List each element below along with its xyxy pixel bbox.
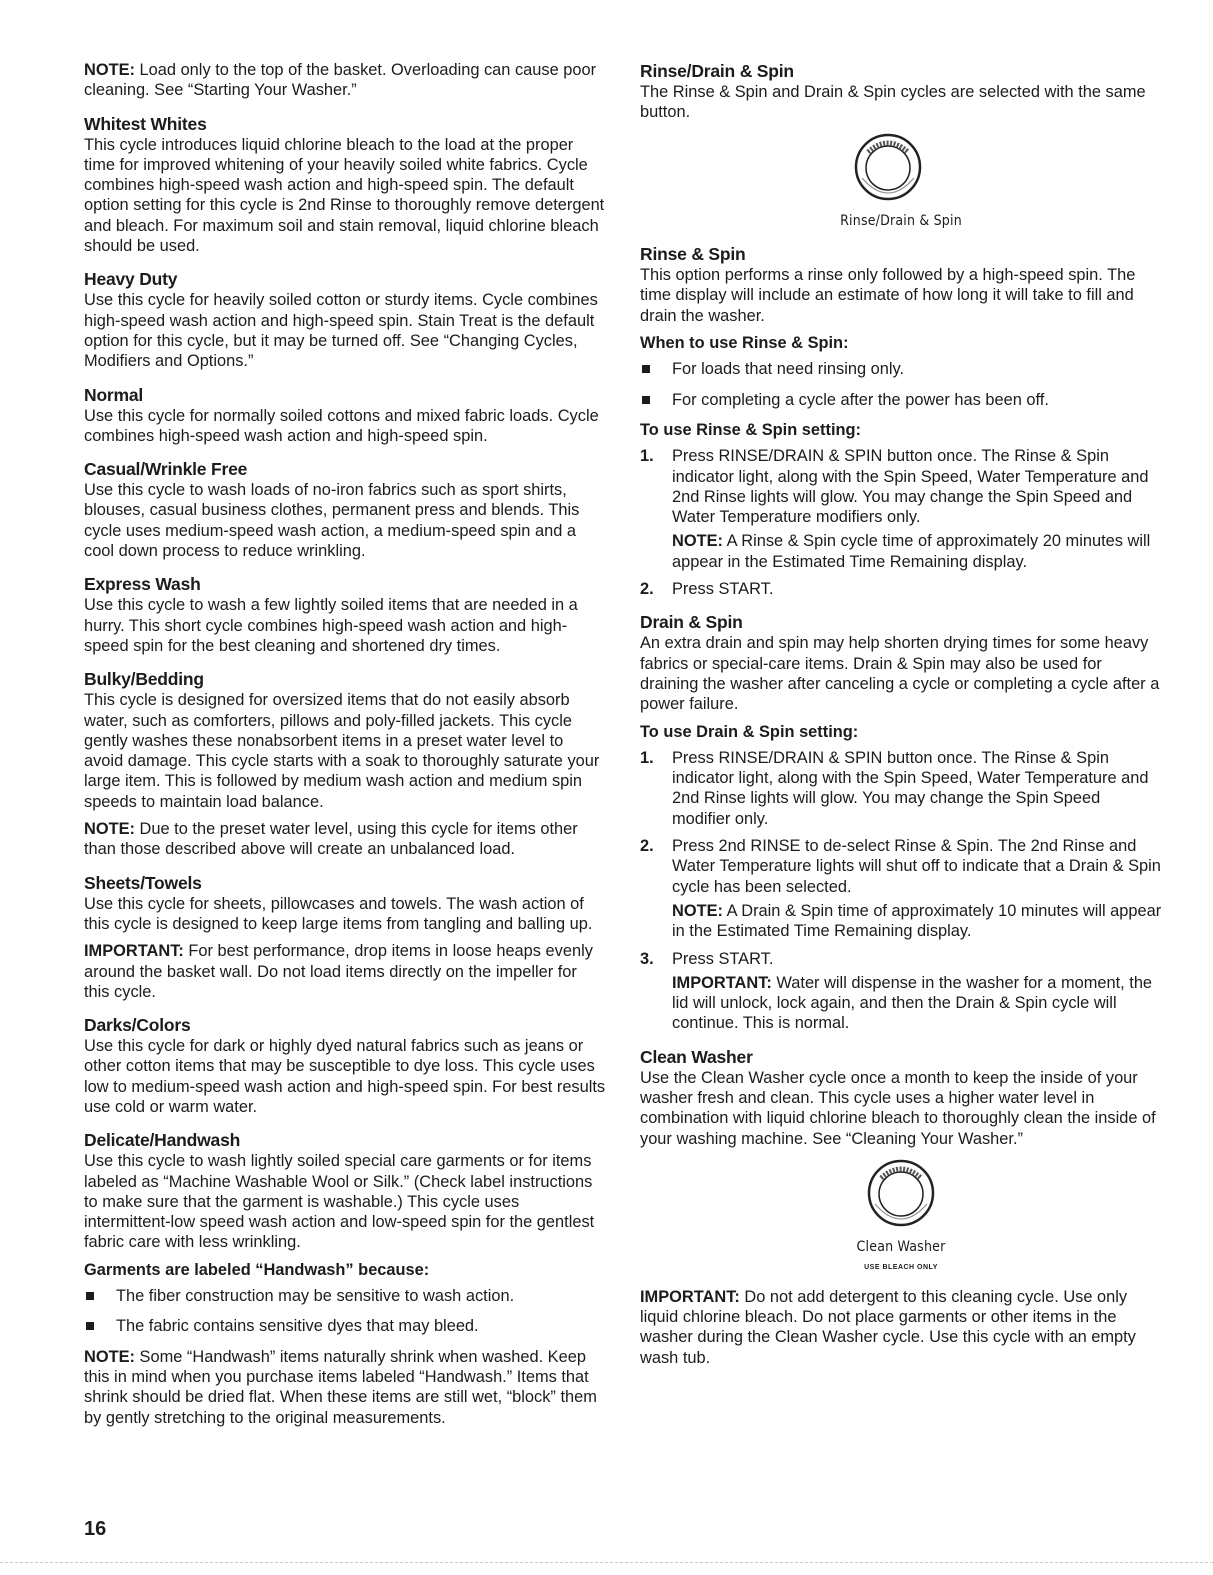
sheets-section — [84, 872, 606, 1002]
step-note-text: A Rinse & Spin cycle time of approximately 20 minutes will appear in the Estimated Time Remaining display. — [672, 532, 1151, 571]
sheets-heading: Sheets/Towels — [84, 872, 202, 893]
clean-washer-important — [640, 1287, 1162, 1368]
rinse-when-bullet-list — [640, 359, 1162, 410]
note-label: NOTE: — [672, 532, 723, 551]
list-item: For loads that need rinsing only. — [640, 359, 1162, 379]
step-text: Press START. — [672, 949, 774, 968]
express-wash-text: Use this cycle to wash a few lightly soiled items that are needed in a hurry. This short cycle combines high-speed wash action and high-speed spin for the best cleaning and shortened dry times. — [84, 596, 578, 655]
delicate-text: Use this cycle to wash lightly soiled special care garments or for items labeled as “Machine Washable Wool or Silk.” (Check label instructions to make sure that the garment is washable.) This cycle uses intermittent-low speed wash action and low-speed spin for the gentlest fabric care with less wrinkling. — [84, 1152, 595, 1252]
drain-spin-heading: Drain & Spin — [640, 612, 743, 633]
clean-washer-knob-icon — [861, 1156, 941, 1232]
delicate-section — [84, 1129, 606, 1428]
rinse-spin-section — [640, 243, 1162, 599]
garments-bullet-list — [84, 1286, 606, 1337]
intro-note-block — [84, 60, 606, 101]
note-label: NOTE: — [84, 1347, 135, 1366]
rinse-touse-subheading: To use Rinse & Spin setting: — [640, 420, 861, 439]
normal-heading: Normal — [84, 384, 144, 405]
drain-spin-text: An extra drain and spin may help shorten drying times for some heavy fabrics or special-care items. Drain & Spin may also be used for draining the washer after canceling a cycle or completing a cycle after a power failure. — [640, 634, 1160, 714]
step-number: 3. — [640, 949, 654, 968]
step-number: 2. — [640, 837, 654, 856]
clean-washer-important-text: Do not add detergent to this cleaning cycle. Use only liquid chlorine bleach. Do not place garments or other items in the washer during the Clean Washer cycle. Use this cycle with an empty wash tub. — [640, 1287, 1136, 1367]
rinse-spin-text: This option performs a rinse only followed by a high-speed spin. The time display will include an estimate of how long it will take to fill and drain the washer. — [640, 266, 1136, 325]
sheets-important — [84, 941, 606, 1002]
express-wash-heading: Express Wash — [84, 574, 201, 595]
rinse-drain-section — [640, 60, 1162, 231]
normal-section — [84, 384, 606, 447]
bulky-section — [84, 668, 606, 859]
list-item — [640, 748, 1162, 829]
sheets-important-text: For best performance, drop items in loose heaps evenly around the basket wall. Do not load items directly on the impeller for this cycle. — [84, 942, 593, 1001]
step-note — [672, 531, 1162, 572]
casual-heading: Casual/Wrinkle Free — [84, 459, 248, 480]
clean-washer-knob-sublabel: USE BLEACH ONLY — [864, 1264, 938, 1272]
bulky-note — [84, 819, 606, 860]
heavy-duty-section — [84, 268, 606, 371]
note-label: NOTE: — [84, 820, 135, 839]
casual-section — [84, 458, 606, 561]
rinse-spin-heading: Rinse & Spin — [640, 244, 746, 265]
list-item: For completing a cycle after the power has been off. — [640, 390, 1162, 410]
scan-edge-divider — [0, 1562, 1213, 1563]
drain-spin-section — [640, 611, 1162, 1033]
rinse-drain-heading: Rinse/Drain & Spin — [640, 61, 794, 81]
rinse-drain-text: The Rinse & Spin and Drain & Spin cycles are selected with the same button. — [640, 83, 1146, 122]
rinse-drain-knob-label: Rinse/Drain & Spin — [840, 212, 962, 229]
list-item — [640, 579, 1162, 599]
sheets-text: Use this cycle for sheets, pillowcases and towels. The wash action of this cycle is designed to keep large items from tangling and balling up. — [84, 894, 593, 933]
right-column — [640, 60, 1162, 1375]
step-number: 1. — [640, 447, 654, 466]
darks-text: Use this cycle for dark or highly dyed natural fabrics such as jeans or other cotton items that may be susceptible to dye loss. This cycle uses low to medium-speed wash action and high-speed spin. For best results use cold or warm water. — [84, 1037, 606, 1116]
clean-washer-knob-label: Clean Washer — [856, 1239, 946, 1256]
step-text: Press RINSE/DRAIN & SPIN button once. The Rinse & Spin indicator light, along with the Spin Speed, Water Temperature and 2nd Rinse lights will glow. You may change the Spin Speed modifier only. — [672, 748, 1149, 828]
step-text: Press START. — [672, 580, 774, 599]
clean-washer-text: Use the Clean Washer cycle once a month to keep the inside of your washer fresh and clean. This cycle uses a higher water level in combination with liquid chlorine bleach to thoroughly clean the inside of your washing machine. See “Cleaning Your Washer.” — [640, 1068, 1156, 1148]
note-label: NOTE: — [672, 901, 723, 920]
list-item — [640, 949, 1162, 1034]
delicate-note-text: Some “Handwash” items naturally shrink when washed. Keep this in mind when you purchase items labeled “Handwash.” Items that shrink should be dried flat. When these items are still wet, “block” them by gently stretching to the original measurements. — [84, 1347, 597, 1427]
bulky-note-text: Due to the preset water level, using this cycle for items other than those described above will create an unbalanced load. — [84, 820, 578, 859]
rinse-steps-list — [640, 446, 1162, 599]
normal-text: Use this cycle for normally soiled cottons and mixed fabric loads. Cycle combines high-speed wash action and high-speed spin. — [84, 406, 599, 445]
list-item: The fabric contains sensitive dyes that may bleed. — [84, 1316, 606, 1336]
whitest-whites-text: This cycle introduces liquid chlorine bleach to the load at the proper time for improved whitening of your heavily soiled white fabrics. Cycle combines high-speed wash action and high-speed spin. The default option setting for this cycle is 2nd Rinse to thoroughly remove detergent and bleach. For maximum soil and stain removal, liquid chlorine bleach should be used. — [84, 135, 605, 256]
heavy-duty-text: Use this cycle for heavily soiled cotton or sturdy items. Cycle combines high-speed wash action and high-speed spin. Stain Treat is the default option for this cycle, but it may be turned off. See “Changing Cycles, Modifiers and Options.” — [84, 291, 598, 371]
step-text: Press RINSE/DRAIN & SPIN button once. The Rinse & Spin indicator light, along with the Spin Speed, Water Temperature and 2nd Rinse lights will glow. You may change the Spin Speed and Water Temperature modifiers only. — [672, 447, 1149, 527]
darks-heading: Darks/Colors — [84, 1015, 191, 1036]
rinse-when-subheading: When to use Rinse & Spin: — [640, 334, 849, 353]
step-important — [672, 973, 1162, 1034]
garments-subheading: Garments are labeled “Handwash” because: — [84, 1260, 430, 1279]
clean-washer-section — [640, 1046, 1162, 1368]
bulky-heading: Bulky/Bedding — [84, 669, 204, 690]
note-label: NOTE: — [84, 61, 135, 79]
casual-text: Use this cycle to wash loads of no-iron fabrics such as sport shirts, blouses, casual business clothes, permanent press and blends. This cycle uses medium-speed wash action, a medium-speed spin and a cool down process to reduce wrinkling. — [84, 481, 580, 561]
whitest-whites-heading: Whitest Whites — [84, 113, 207, 134]
delicate-note — [84, 1347, 606, 1428]
list-item — [640, 446, 1162, 572]
list-item: The fiber construction may be sensitive to wash action. — [84, 1286, 606, 1306]
rinse-drain-knob-icon — [848, 130, 928, 206]
darks-section — [84, 1014, 606, 1117]
delicate-heading: Delicate/Handwash — [84, 1130, 241, 1151]
step-number: 2. — [640, 580, 654, 599]
important-label: IMPORTANT: — [640, 1287, 740, 1306]
drain-steps-list — [640, 748, 1162, 1034]
step-text: Press 2nd RINSE to de-select Rinse & Spin. The 2nd Rinse and Water Temperature lights will shut off to indicate that a Drain & Spin cycle has been selected. — [672, 837, 1161, 896]
bulky-text: This cycle is designed for oversized items that do not easily absorb water, such as comforters, pillows and poly-filled jackets. This cycle gently washes these nonabsorbent items in a preset water level to avoid damage. This cycle starts with a soak to thoroughly saturate your large item. This is followed by medium wash action and medium spin speeds to maintain load balance. — [84, 691, 600, 811]
important-label: IMPORTANT: — [672, 973, 772, 992]
intro-note — [84, 60, 606, 101]
heavy-duty-heading: Heavy Duty — [84, 269, 178, 290]
intro-note-text: Load only to the top of the basket. Overloading can cause poor cleaning. See “Starting Your Washer.” — [84, 61, 597, 100]
step-number: 1. — [640, 748, 654, 767]
list-item — [640, 836, 1162, 941]
left-column — [84, 60, 606, 1435]
step-important-text: Water will dispense in the washer for a moment, the lid will unlock, lock again, and then the Drain & Spin cycle will continue. This is normal. — [672, 973, 1153, 1033]
important-label: IMPORTANT: — [84, 942, 184, 961]
page-number: 16 — [84, 1518, 107, 1540]
step-note — [672, 901, 1162, 942]
clean-washer-knob-figure — [640, 1156, 1162, 1279]
drain-touse-subheading: To use Drain & Spin setting: — [640, 722, 859, 741]
step-note-text: A Drain & Spin time of approximately 10 minutes will appear in the Estimated Time Remaining display. — [672, 901, 1162, 941]
express-wash-section — [84, 573, 606, 656]
whitest-whites-section — [84, 113, 606, 257]
rinse-drain-knob-figure — [640, 130, 1162, 232]
clean-washer-heading: Clean Washer — [640, 1046, 753, 1067]
